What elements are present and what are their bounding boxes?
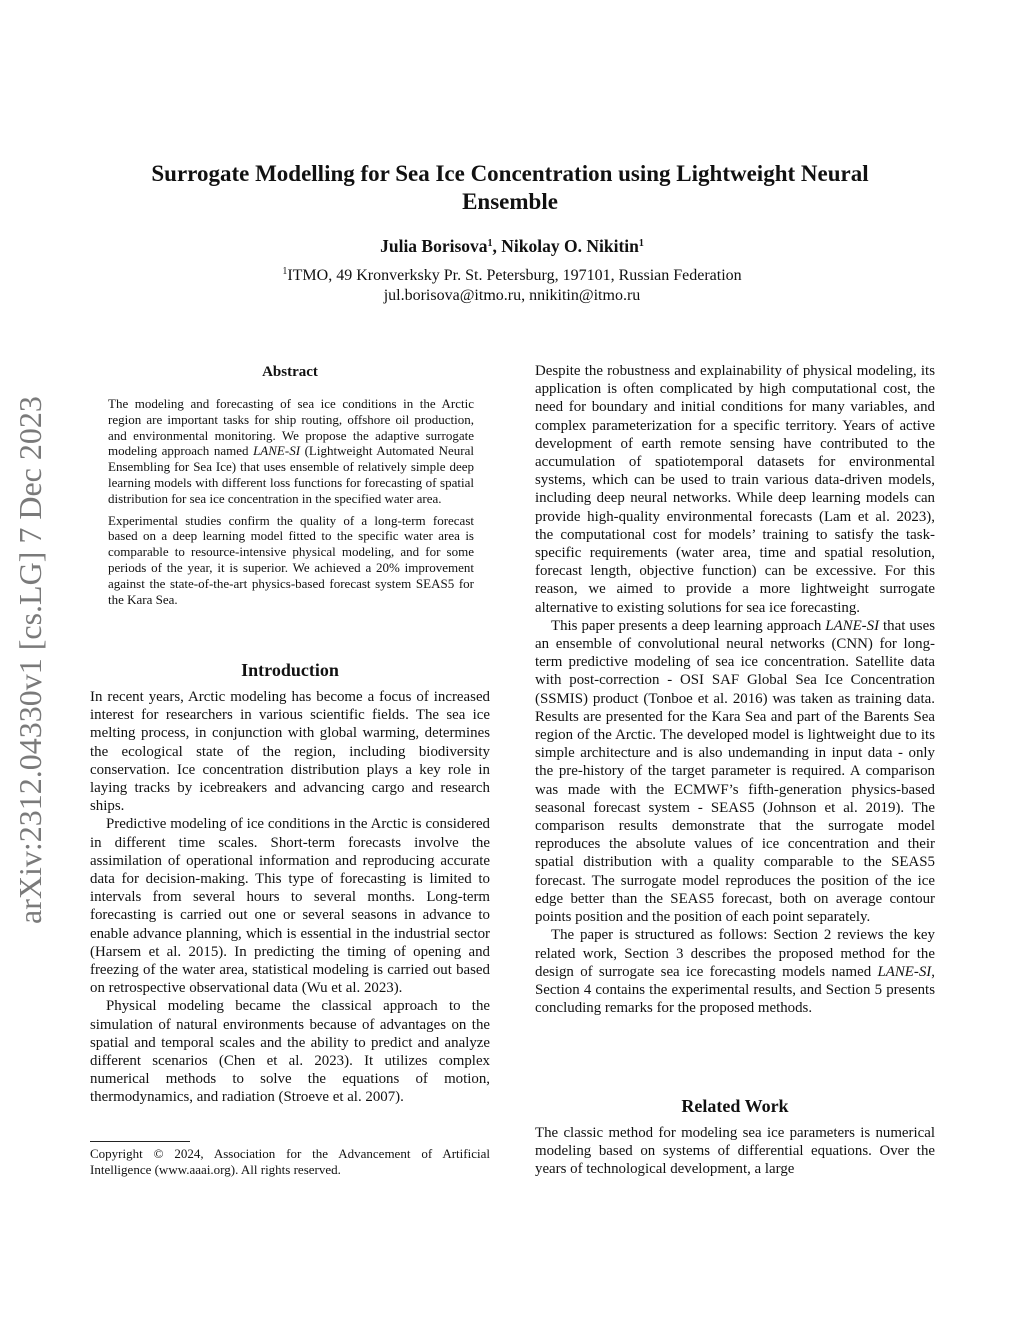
paper-title: Surrogate Modelling for Sea Ice Concentration using Lightweight Neural Ensemble: [151, 161, 869, 214]
affiliation-line: [0, 266, 1024, 286]
method-acronym-expansion: (Lightweight Automated Neural Ensembling for Sea Ice): [108, 443, 474, 475]
method-name: LANE-SI: [825, 617, 880, 634]
body-paragraph: [535, 926, 935, 1017]
author-separator: ,: [492, 236, 502, 256]
section-heading-introduction: Introduction: [241, 660, 339, 680]
body-text: This paper presents a deep learning approach: [551, 617, 826, 634]
author-name: Julia Borisova: [380, 236, 488, 256]
affiliation-text: ITMO, 49 Kronverksky Pr. St. Petersburg, 197101, Russian Federation: [287, 267, 742, 284]
body-text: The paper is structured as follows: Section 2 reviews the key related work, Section 3 describes the proposed method for the design of surrogate sea ice forecasting models named: [535, 927, 935, 980]
method-name: LANE-SI: [253, 443, 301, 459]
body-paragraph: Predictive modeling of ice conditions in the Arctic is considered in different time scales. Short-term forecasts involve the assimilation of operational information and reproducing accurate data for decision-making. This type of forecasting is limited to intervals from several hours to several months. Long-term forecasting is carried out one or several seasons in advance to enable advance planning, which is essential in the industrial sector (Harsem et al. 2015). In predicting the timing of opening and freezing of the water area, statistical modeling is carried out based on retrospective observational data (Wu et al. 2023).: [90, 816, 490, 997]
section-heading-related-work: Related Work: [681, 1096, 789, 1116]
abstract-text: The modeling and forecasting of sea ice conditions in the Arctic region are important tasks for ship routing, offshore oil production, and environmental monitoring. We propose the adaptive surrogate modeling approach named: [108, 396, 474, 459]
body-paragraph: Despite the robustness and explainability of physical modeling, its application is often complicated by high computational cost, the need for boundary and initial conditions for many variables, and complex parameterization for a specific territory. Years of active development of earth remote sensing have contributed to the accumulation of spatiotemporal datasets for environmental systems, which can be used to train various data-driven models, including deep neural networks. While deep learning models can provide high-quality environmental forecasts (Lam et al. 2023), the computational cost for models’ training to satisfy the task-specific requirements (water area, time and spatial resolution, forecast length, objective function) can be excessive. For this reason, we aimed to provide a more lightweight surrogate alternative to existing solutions for sea ice forecasting.: [535, 363, 935, 616]
author-list: [0, 236, 1024, 257]
footnote-divider: [90, 1141, 190, 1142]
abstract-heading: Abstract: [262, 364, 318, 380]
body-paragraph: Physical modeling became the classical approach to the simulation of natural environments because of advantages on the spatial and temporal scales and the ability to predict and analyze different scenarios (Chen et al. 2023). It utilizes complex numerical methods to solve the equations of motion, thermodynamics, and radiation (Stroeve et al. 2007).: [90, 998, 490, 1106]
abstract-paragraph: [108, 396, 474, 507]
body-paragraph: [535, 617, 935, 926]
body-text: that uses an ensemble of convolutional neural networks (CNN) for long-term predictive modeling of sea ice concentration. Satellite data with post-correction - OSI SAF Global Sea Ice Concentration (SSMIS) product (Tonboe et al. 2016) was taken as training data. Results are presented for the Kara Sea and part of the Barents Sea region of the Arctic. The developed model is lightweight due to its simple architecture and is also undemanding in input data - only the pre-history of the target parameter is required. A comparison was made with the ECMWF’s fifth-generation physics-based seasonal forecast system - SEAS5 (Johnson et al. 2019). The comparison results demonstrate that the surrogate model reproduces the absolute values of ice concentration and their spatial distribution with a quality comparable to the SEAS5 forecast. The surrogate model reproduces the position of the ice edge better than the SEAS5 forecast, both on average contour points position and the position of each point separately.: [535, 617, 935, 926]
abstract-body: [108, 396, 474, 613]
body-paragraph: The classic method for modeling sea ice parameters is numerical modeling based on systems of differential equations. Over the years of technological development, a large: [535, 1125, 935, 1178]
author-name: Nikolay O. Nikitin: [501, 236, 639, 256]
affiliation-marker: 1: [487, 238, 493, 249]
abstract-paragraph: Experimental studies confirm the quality of a long-term forecast based on a deep learning model fitted to the specific water area is comparable to resource-intensive physical modeling, and for some periods of the year, it is superior. We achieved a 20% improvement against the state-of-the-art physics-based forecast system SEAS5 for the Kara Sea.: [108, 512, 474, 607]
related-work-body: [535, 1124, 935, 1179]
affiliation-marker: 1: [282, 266, 288, 277]
introduction-body: [90, 688, 490, 1107]
abstract-text: that uses ensemble of relatively simple deep learning models with different loss functions for forecasting of spatial distribution for sea ice concentration in the specified water area.: [108, 459, 474, 506]
body-text: , Section 4 contains the experimental results, and Section 5 presents concluding remarks for the proposed methods.: [535, 963, 935, 1017]
body-paragraph: In recent years, Arctic modeling has become a focus of increased interest for researchers in various scientific fields. The sea ice melting process, in conjunction with global warming, determines the ecological state of the region, including biodiversity conservation. Ice concentration distribution plays a key role in laying tracks by icebreakers and advancing cargo and research ships.: [90, 689, 490, 815]
author-emails: jul.borisova@itmo.ru, nnikitin@itmo.ru: [383, 287, 641, 304]
affiliation-block: [0, 266, 1024, 306]
copyright-footnote: Copyright © 2024, Association for the Advancement of Artificial Intelligence (www.aaai.org). All rights reserved.: [90, 1146, 490, 1177]
right-column-body: [535, 362, 935, 1017]
arxiv-identifier: arXiv:2312.04330v1 [cs.LG] 7 Dec 2023: [12, 396, 48, 924]
affiliation-marker: 1: [638, 238, 644, 249]
method-name: LANE-SI: [877, 963, 932, 980]
